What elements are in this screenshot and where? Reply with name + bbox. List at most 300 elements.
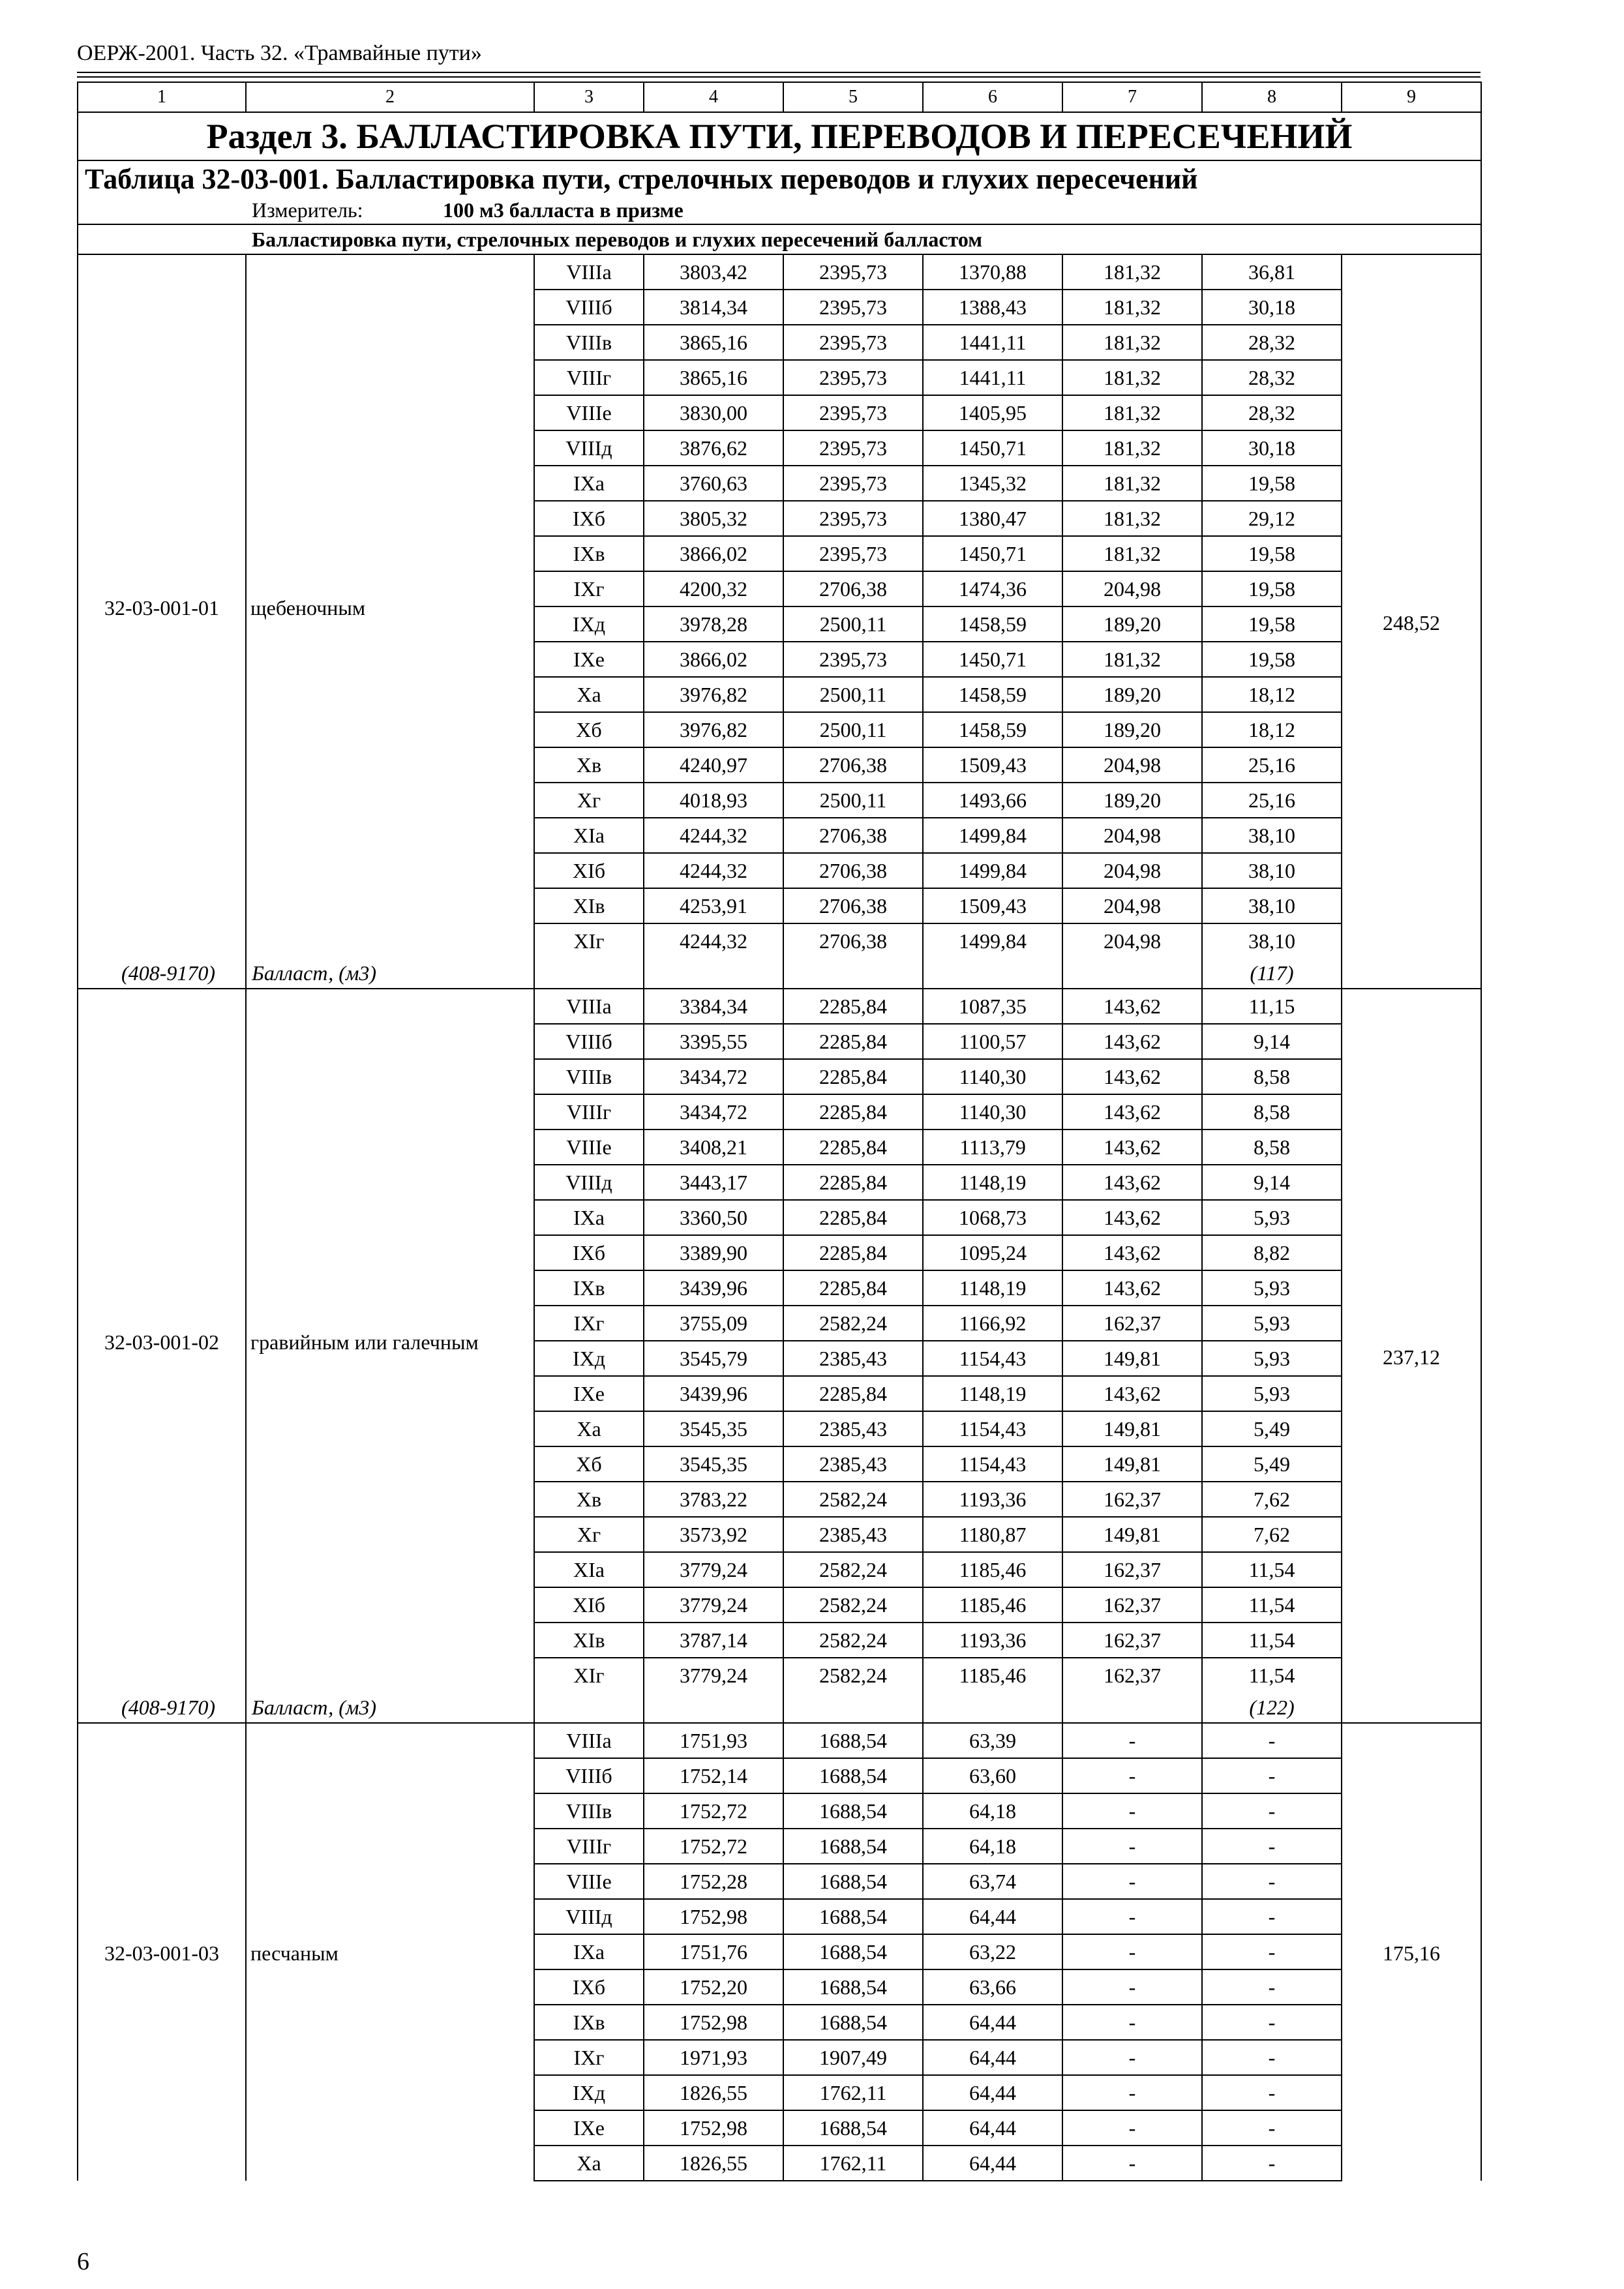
value-cell-col4: 3779,24 — [644, 1658, 783, 1693]
value-cell-col6: 1450,71 — [923, 536, 1062, 571]
value-cell-col7: 181,32 — [1062, 501, 1202, 536]
value-cell-col7: 162,37 — [1062, 1306, 1202, 1341]
value-cell-col8: 36,81 — [1202, 254, 1342, 290]
value-cell-col7: 162,37 — [1062, 1587, 1202, 1623]
value-cell-col7: 149,81 — [1062, 1411, 1202, 1446]
resource-code: (408-9170) — [78, 959, 246, 989]
value-cell-col7: 143,62 — [1062, 1094, 1202, 1130]
value-cell-col5: 2582,24 — [783, 1658, 923, 1693]
value-cell-col6: 1405,95 — [923, 395, 1062, 430]
value-cell-col5: 2385,43 — [783, 1341, 923, 1376]
value-cell-col5: 2706,38 — [783, 818, 923, 853]
value-cell-col5: 2500,11 — [783, 606, 923, 642]
value-cell-col6: 1458,59 — [923, 712, 1062, 747]
work-name: гравийным или галечным — [250, 1330, 479, 1354]
value-cell-col8: 11,54 — [1202, 1552, 1342, 1587]
value-cell-col8: - — [1202, 2075, 1342, 2110]
value-cell-col6: 1154,43 — [923, 1341, 1062, 1376]
value-cell-col4: 3787,14 — [644, 1623, 783, 1658]
value-cell-col4: 3384,34 — [644, 989, 783, 1024]
value-cell-col6: 1180,87 — [923, 1517, 1062, 1552]
value-cell-col5: 1688,54 — [783, 1829, 923, 1864]
work-name-cell — [246, 254, 534, 959]
col9-cell — [1342, 1723, 1481, 2181]
value-cell-col7: 189,20 — [1062, 712, 1202, 747]
value-cell-col4: 3545,79 — [644, 1341, 783, 1376]
value-cell-col6: 1068,73 — [923, 1200, 1062, 1235]
meter-row — [78, 197, 1481, 224]
value-cell-col6: 1370,88 — [923, 254, 1062, 290]
grade-cell: ХIг — [534, 1658, 644, 1693]
column-number: 6 — [923, 82, 1062, 112]
grade-cell: ХIв — [534, 888, 644, 923]
value-cell-col8: 5,49 — [1202, 1446, 1342, 1482]
grade-cell: VIIIг — [534, 360, 644, 395]
value-cell-col4: 1752,98 — [644, 1899, 783, 1934]
grade-cell: VIIIв — [534, 1793, 644, 1829]
value-cell-col4: 3545,35 — [644, 1446, 783, 1482]
value-cell-col8: 8,58 — [1202, 1130, 1342, 1165]
resource-value: (117) — [1202, 959, 1342, 989]
value-cell-col6: 1113,79 — [923, 1130, 1062, 1165]
value-cell-col4: 3545,35 — [644, 1411, 783, 1446]
rate-code: 32-03-001-02 — [104, 1330, 219, 1354]
grade-cell: ХIг — [534, 923, 644, 959]
resource-row — [78, 959, 1481, 989]
value-cell-col4: 3865,16 — [644, 360, 783, 395]
value-cell-col8: 25,16 — [1202, 783, 1342, 818]
value-cell-col6: 1450,71 — [923, 642, 1062, 677]
col9-cell — [1342, 254, 1481, 989]
value-cell-col4: 1751,76 — [644, 1934, 783, 1969]
resource-name: Балласт, (м3) — [246, 1693, 534, 1723]
column-number: 8 — [1202, 82, 1342, 112]
grade-cell: Хб — [534, 712, 644, 747]
col9-value: 248,52 — [1383, 610, 1440, 635]
value-cell-col6: 63,39 — [923, 1723, 1062, 1758]
grade-cell: VIIIв — [534, 1059, 644, 1094]
grade-cell: IХе — [534, 2110, 644, 2146]
value-cell-col8: 19,58 — [1202, 642, 1342, 677]
value-cell-col7: - — [1062, 2075, 1202, 2110]
value-cell-col5: 2582,24 — [783, 1482, 923, 1517]
value-cell-col4: 4200,32 — [644, 571, 783, 606]
grade-cell: IХа — [534, 1200, 644, 1235]
work-name-cell — [246, 989, 534, 1693]
value-cell-col4: 3779,24 — [644, 1587, 783, 1623]
resource-row — [78, 1693, 1481, 1723]
value-cell-col4: 1752,98 — [644, 2005, 783, 2040]
value-cell-col6: 63,22 — [923, 1934, 1062, 1969]
value-cell-col6: 1509,43 — [923, 747, 1062, 783]
value-cell-col7: 143,62 — [1062, 1130, 1202, 1165]
value-cell-col7: 143,62 — [1062, 1024, 1202, 1059]
value-cell-col6: 64,44 — [923, 2005, 1062, 2040]
value-cell-col5: 1688,54 — [783, 2005, 923, 2040]
table-title-row — [78, 160, 1481, 197]
value-cell-col7: 149,81 — [1062, 1341, 1202, 1376]
value-cell-col7: 204,98 — [1062, 818, 1202, 853]
value-cell-col4: 3395,55 — [644, 1024, 783, 1059]
value-cell-col4: 3866,02 — [644, 642, 783, 677]
grade-cell: IХа — [534, 466, 644, 501]
value-cell-col4: 1826,55 — [644, 2075, 783, 2110]
col9-cell — [1342, 989, 1481, 1723]
value-cell-col5: 2582,24 — [783, 1552, 923, 1587]
value-cell-col7: - — [1062, 1793, 1202, 1829]
value-cell-col7: 143,62 — [1062, 1059, 1202, 1094]
value-cell-col5: 1688,54 — [783, 2110, 923, 2146]
value-cell-col4: 3439,96 — [644, 1270, 783, 1306]
value-cell-col8: 38,10 — [1202, 818, 1342, 853]
grade-cell: Хв — [534, 1482, 644, 1517]
grade-cell: VIIIе — [534, 1864, 644, 1899]
grade-cell: VIIIе — [534, 1130, 644, 1165]
value-cell-col7: - — [1062, 1899, 1202, 1934]
value-cell-col4: 1752,28 — [644, 1864, 783, 1899]
value-cell-col5: 2285,84 — [783, 1059, 923, 1094]
header-rule — [77, 72, 1481, 73]
grade-cell: ХIб — [534, 853, 644, 888]
value-cell-col4: 4244,32 — [644, 818, 783, 853]
rate-code-cell — [78, 1723, 246, 2181]
grade-cell: VIIIб — [534, 290, 644, 325]
grade-cell: VIIIг — [534, 1829, 644, 1864]
rates-table — [77, 82, 1482, 2181]
value-cell-col4: 3573,92 — [644, 1517, 783, 1552]
value-cell-col6: 1140,30 — [923, 1094, 1062, 1130]
value-cell-col8: - — [1202, 1934, 1342, 1969]
group-heading: Балластировка пути, стрелочных переводов и глухих пересечений балластом — [78, 224, 1481, 254]
value-cell-col4: 3779,24 — [644, 1552, 783, 1587]
value-cell-col6: 1474,36 — [923, 571, 1062, 606]
value-cell-col8: 19,58 — [1202, 606, 1342, 642]
resource-value: (122) — [1202, 1693, 1342, 1723]
table-row — [78, 1723, 1481, 1758]
value-cell-col6: 1458,59 — [923, 606, 1062, 642]
grade-cell: IХг — [534, 2040, 644, 2075]
grade-cell: VIIIе — [534, 395, 644, 430]
column-number: 1 — [78, 82, 246, 112]
value-cell-col5: 1688,54 — [783, 1864, 923, 1899]
work-name: щебеночным — [250, 596, 366, 620]
value-cell-col4: 3760,63 — [644, 466, 783, 501]
value-cell-col7: 204,98 — [1062, 853, 1202, 888]
value-cell-col8: 28,32 — [1202, 360, 1342, 395]
column-number: 7 — [1062, 82, 1202, 112]
meter-cell — [78, 197, 1481, 224]
value-cell-col6: 1499,84 — [923, 923, 1062, 959]
value-cell-col6: 64,44 — [923, 2075, 1062, 2110]
value-cell-col7: 143,62 — [1062, 1200, 1202, 1235]
grade-cell: IХд — [534, 2075, 644, 2110]
value-cell-col8: 8,58 — [1202, 1094, 1342, 1130]
value-cell-col6: 1148,19 — [923, 1165, 1062, 1200]
value-cell-col7: 162,37 — [1062, 1658, 1202, 1693]
value-cell-col7: 143,62 — [1062, 989, 1202, 1024]
value-cell-col4: 3755,09 — [644, 1306, 783, 1341]
table-title: Таблица 32-03-001. Балластировка пути, стрелочных переводов и глухих пересечений — [78, 160, 1481, 197]
value-cell-col5: 2395,73 — [783, 501, 923, 536]
value-cell-col5: 2500,11 — [783, 783, 923, 818]
value-cell-col7: 181,32 — [1062, 254, 1202, 290]
value-cell-col4: 3866,02 — [644, 536, 783, 571]
value-cell-col4: 1752,72 — [644, 1793, 783, 1829]
value-cell-col4: 4244,32 — [644, 853, 783, 888]
grade-cell: Хв — [534, 747, 644, 783]
value-cell-col5: 1688,54 — [783, 1723, 923, 1758]
value-cell-col7: 189,20 — [1062, 783, 1202, 818]
section-title: Раздел 3. БАЛЛАСТИРОВКА ПУТИ, ПЕРЕВОДОВ И ПЕРЕСЕЧЕНИЙ — [78, 112, 1481, 160]
value-cell-col8: 7,62 — [1202, 1482, 1342, 1517]
value-cell-col6: 1193,36 — [923, 1623, 1062, 1658]
value-cell-col4: 3814,34 — [644, 290, 783, 325]
value-cell-col5: 2395,73 — [783, 430, 923, 466]
value-cell-col5: 2385,43 — [783, 1411, 923, 1446]
value-cell-col8: - — [1202, 1899, 1342, 1934]
empty-cell — [783, 1693, 923, 1723]
value-cell-col6: 1499,84 — [923, 853, 1062, 888]
value-cell-col7: - — [1062, 1969, 1202, 2005]
value-cell-col8: - — [1202, 2110, 1342, 2146]
grade-cell: Хг — [534, 1517, 644, 1552]
value-cell-col7: 181,32 — [1062, 395, 1202, 430]
value-cell-col4: 1752,20 — [644, 1969, 783, 2005]
value-cell-col5: 2285,84 — [783, 1200, 923, 1235]
value-cell-col5: 2582,24 — [783, 1623, 923, 1658]
value-cell-col5: 2395,73 — [783, 360, 923, 395]
grade-cell: IХе — [534, 642, 644, 677]
value-cell-col4: 4018,93 — [644, 783, 783, 818]
value-cell-col7: - — [1062, 1723, 1202, 1758]
grade-cell: VIIIг — [534, 1094, 644, 1130]
empty-cell — [1062, 1693, 1202, 1723]
table-row — [78, 254, 1481, 290]
grade-cell: IХв — [534, 536, 644, 571]
value-cell-col5: 2500,11 — [783, 677, 923, 712]
value-cell-col8: 30,18 — [1202, 430, 1342, 466]
value-cell-col5: 2500,11 — [783, 712, 923, 747]
value-cell-col8: 11,54 — [1202, 1658, 1342, 1693]
empty-cell — [923, 1693, 1062, 1723]
grade-cell: IХг — [534, 1306, 644, 1341]
value-cell-col8: 19,58 — [1202, 466, 1342, 501]
value-cell-col7: - — [1062, 1864, 1202, 1899]
value-cell-col7: - — [1062, 2110, 1202, 2146]
value-cell-col8: - — [1202, 1723, 1342, 1758]
value-cell-col6: 1509,43 — [923, 888, 1062, 923]
value-cell-col7: 143,62 — [1062, 1165, 1202, 1200]
column-number: 5 — [783, 82, 923, 112]
column-number: 9 — [1342, 82, 1481, 112]
value-cell-col8: - — [1202, 2005, 1342, 2040]
value-cell-col6: 1193,36 — [923, 1482, 1062, 1517]
value-cell-col7: 143,62 — [1062, 1270, 1202, 1306]
grade-cell: IХд — [534, 1341, 644, 1376]
value-cell-col6: 64,44 — [923, 2146, 1062, 2181]
grade-cell: VIIIа — [534, 989, 644, 1024]
column-number-row — [78, 82, 1481, 112]
value-cell-col6: 1166,92 — [923, 1306, 1062, 1341]
value-cell-col5: 2706,38 — [783, 747, 923, 783]
running-header: ОЕРЖ-2001. Часть 32. «Трамвайные пути» — [77, 41, 482, 65]
value-cell-col5: 2395,73 — [783, 642, 923, 677]
value-cell-col8: 5,93 — [1202, 1341, 1342, 1376]
grade-cell: IХе — [534, 1376, 644, 1411]
value-cell-col5: 2285,84 — [783, 1130, 923, 1165]
value-cell-col7: 181,32 — [1062, 325, 1202, 360]
value-cell-col7: - — [1062, 1758, 1202, 1793]
value-cell-col6: 64,44 — [923, 1899, 1062, 1934]
grade-cell: Ха — [534, 2146, 644, 2181]
value-cell-col6: 1148,19 — [923, 1376, 1062, 1411]
value-cell-col8: - — [1202, 1793, 1342, 1829]
section-title-row — [78, 112, 1481, 160]
value-cell-col7: 181,32 — [1062, 642, 1202, 677]
value-cell-col8: 8,58 — [1202, 1059, 1342, 1094]
value-cell-col4: 1752,72 — [644, 1829, 783, 1864]
value-cell-col4: 1826,55 — [644, 2146, 783, 2181]
value-cell-col8: 18,12 — [1202, 677, 1342, 712]
value-cell-col6: 1087,35 — [923, 989, 1062, 1024]
resource-name: Балласт, (м3) — [246, 959, 534, 989]
grade-cell: ХIа — [534, 1552, 644, 1587]
value-cell-col7: - — [1062, 1934, 1202, 1969]
value-cell-col4: 3434,72 — [644, 1059, 783, 1094]
resource-code: (408-9170) — [78, 1693, 246, 1723]
grade-cell: Хб — [534, 1446, 644, 1482]
value-cell-col4: 4240,97 — [644, 747, 783, 783]
value-cell-col7: 143,62 — [1062, 1376, 1202, 1411]
value-cell-col5: 2395,73 — [783, 395, 923, 430]
value-cell-col4: 1751,93 — [644, 1723, 783, 1758]
meter-label: Измеритель: — [252, 198, 363, 222]
value-cell-col5: 2395,73 — [783, 290, 923, 325]
value-cell-col6: 1441,11 — [923, 325, 1062, 360]
value-cell-col7: 181,32 — [1062, 466, 1202, 501]
value-cell-col5: 1688,54 — [783, 1934, 923, 1969]
value-cell-col5: 2395,73 — [783, 536, 923, 571]
value-cell-col8: - — [1202, 2040, 1342, 2075]
value-cell-col6: 1148,19 — [923, 1270, 1062, 1306]
empty-cell — [534, 1693, 644, 1723]
value-cell-col7: - — [1062, 1829, 1202, 1864]
value-cell-col4: 3803,42 — [644, 254, 783, 290]
value-cell-col5: 2395,73 — [783, 254, 923, 290]
value-cell-col5: 2582,24 — [783, 1587, 923, 1623]
value-cell-col6: 1441,11 — [923, 360, 1062, 395]
grade-cell: VIIIд — [534, 1165, 644, 1200]
value-cell-col5: 2582,24 — [783, 1306, 923, 1341]
value-cell-col7: 189,20 — [1062, 606, 1202, 642]
value-cell-col6: 1493,66 — [923, 783, 1062, 818]
value-cell-col7: 204,98 — [1062, 923, 1202, 959]
value-cell-col6: 1140,30 — [923, 1059, 1062, 1094]
value-cell-col7: 204,98 — [1062, 571, 1202, 606]
value-cell-col4: 3783,22 — [644, 1482, 783, 1517]
empty-cell — [644, 959, 783, 989]
value-cell-col6: 1380,47 — [923, 501, 1062, 536]
value-cell-col5: 2385,43 — [783, 1446, 923, 1482]
grade-cell: IХв — [534, 2005, 644, 2040]
value-cell-col4: 1752,14 — [644, 1758, 783, 1793]
value-cell-col7: 181,32 — [1062, 430, 1202, 466]
value-cell-col4: 1971,93 — [644, 2040, 783, 2075]
value-cell-col8: 28,32 — [1202, 395, 1342, 430]
value-cell-col8: 18,12 — [1202, 712, 1342, 747]
value-cell-col8: - — [1202, 1829, 1342, 1864]
value-cell-col8: 11,15 — [1202, 989, 1342, 1024]
value-cell-col8: - — [1202, 1864, 1342, 1899]
value-cell-col7: 181,32 — [1062, 360, 1202, 395]
value-cell-col6: 1450,71 — [923, 430, 1062, 466]
header-rule — [77, 76, 1481, 78]
grade-cell: IХб — [534, 1969, 644, 2005]
value-cell-col8: 38,10 — [1202, 853, 1342, 888]
value-cell-col5: 2385,43 — [783, 1517, 923, 1552]
value-cell-col5: 2285,84 — [783, 1235, 923, 1270]
value-cell-col8: 11,54 — [1202, 1623, 1342, 1658]
value-cell-col5: 2285,84 — [783, 1376, 923, 1411]
value-cell-col4: 3434,72 — [644, 1094, 783, 1130]
value-cell-col6: 63,60 — [923, 1758, 1062, 1793]
value-cell-col5: 1688,54 — [783, 1793, 923, 1829]
empty-cell — [1062, 959, 1202, 989]
value-cell-col7: 149,81 — [1062, 1517, 1202, 1552]
grade-cell: IХв — [534, 1270, 644, 1306]
value-cell-col8: 9,14 — [1202, 1165, 1342, 1200]
value-cell-col6: 64,44 — [923, 2040, 1062, 2075]
value-cell-col8: 5,93 — [1202, 1270, 1342, 1306]
value-cell-col5: 2706,38 — [783, 853, 923, 888]
grade-cell: IХа — [534, 1934, 644, 1969]
value-cell-col7: 162,37 — [1062, 1482, 1202, 1517]
grade-cell: ХIа — [534, 818, 644, 853]
grade-cell: VIIIа — [534, 1723, 644, 1758]
value-cell-col8: 30,18 — [1202, 290, 1342, 325]
value-cell-col4: 3389,90 — [644, 1235, 783, 1270]
grade-cell: VIIIд — [534, 1899, 644, 1934]
value-cell-col6: 64,44 — [923, 2110, 1062, 2146]
value-cell-col6: 1154,43 — [923, 1446, 1062, 1482]
value-cell-col7: - — [1062, 2040, 1202, 2075]
table-row — [78, 989, 1481, 1024]
grade-cell: VIIIв — [534, 325, 644, 360]
value-cell-col4: 4244,32 — [644, 923, 783, 959]
value-cell-col4: 3978,28 — [644, 606, 783, 642]
empty-cell — [644, 1693, 783, 1723]
column-number: 4 — [644, 82, 783, 112]
value-cell-col5: 1688,54 — [783, 1969, 923, 2005]
value-cell-col5: 2285,84 — [783, 1024, 923, 1059]
rate-code-cell — [78, 254, 246, 959]
value-cell-col8: 11,54 — [1202, 1587, 1342, 1623]
value-cell-col4: 3439,96 — [644, 1376, 783, 1411]
value-cell-col7: 162,37 — [1062, 1623, 1202, 1658]
value-cell-col6: 1185,46 — [923, 1658, 1062, 1693]
rate-code: 32-03-001-01 — [104, 596, 219, 620]
value-cell-col4: 3865,16 — [644, 325, 783, 360]
value-cell-col8: 5,93 — [1202, 1376, 1342, 1411]
page-number: 6 — [77, 2248, 89, 2275]
value-cell-col5: 2395,73 — [783, 466, 923, 501]
value-cell-col8: 19,58 — [1202, 571, 1342, 606]
meter-value: 100 м3 балласта в призме — [443, 198, 684, 222]
value-cell-col5: 1762,11 — [783, 2075, 923, 2110]
value-cell-col5: 1688,54 — [783, 1899, 923, 1934]
value-cell-col6: 1345,32 — [923, 466, 1062, 501]
value-cell-col5: 2706,38 — [783, 923, 923, 959]
